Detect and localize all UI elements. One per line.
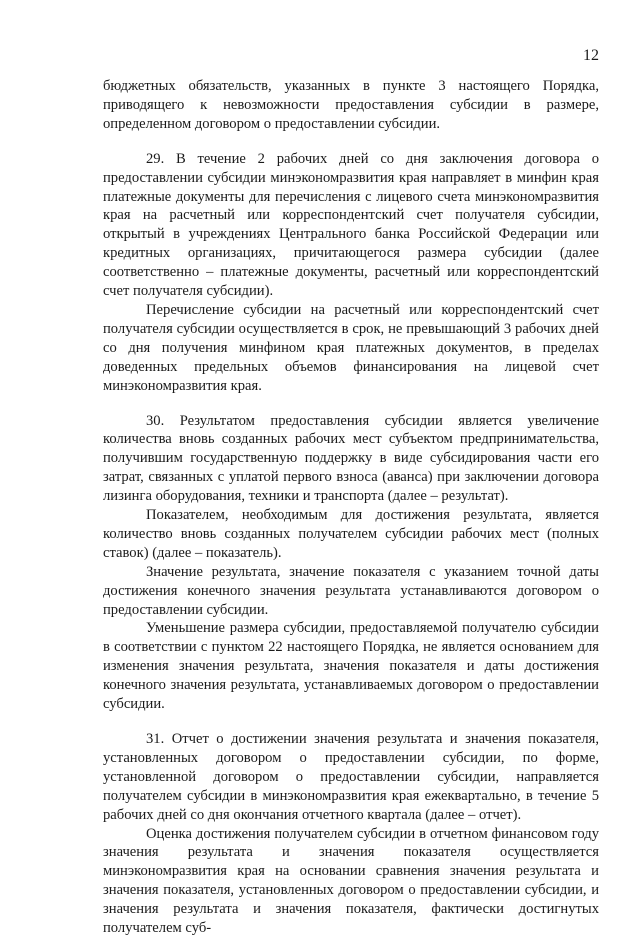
paragraph-result-value: Значение результата, значение показателя с указанием точной даты достижения конечного значения результата устанавливаются договором о предоставлении субсидии. (103, 563, 599, 618)
paragraph-gap (103, 134, 599, 150)
paragraph-gap (103, 714, 599, 730)
paragraph-item-29: 29. В течение 2 рабочих дней со дня заключения договора о предоставлении субсидии минэкономразвития края направляет в минфин края платежные документы для перечисления с лицевого счета минэкономразвития края на расчетный или корреспондентский счет получателя субсидии, открытый в учреждениях Центрального банка Российской Федерации или кредитных организациях, причитающегося размера субсидии (далее соответственно – платежные документы, расчетный или корреспондентский счет получателя субсидии). (103, 150, 599, 300)
paragraph-indicator: Показателем, необходимым для достижения результата, является количество вновь созданных получателем субсидии рабочих мест (полных ставок) (далее – показатель). (103, 507, 599, 561)
paragraph-item-31: 31. Отчет о достижении значения результата и значения показателя, установленных договором о предоставлении субсидии, по форме, установленной договором о предоставлении субсидии, направляется получателем субсидии в минэкономразвития края ежеквартально, в течение 5 рабочих дней со дня окончания отчетного квартала (далее – отчет). (103, 731, 599, 823)
paragraph-subsidy-transfer: Перечисление субсидии на расчетный или корреспондентский счет получателя субсидии осуществляется в срок, не превышающий 3 рабочих дней со дня получения минфином края платежных документов, в пределах доведенных предельных объемов финансирования на лицевой счет минэкономразвития края. (103, 301, 599, 394)
page-number: 12 (583, 47, 599, 64)
paragraph-gap (103, 396, 599, 412)
paragraph-item-30: 30. Результатом предоставления субсидии является увеличение количества вновь созданных рабочих мест субъектом предпринимательства, получившим государственную поддержку в виде субсидирования части его затрат, связанных с уплатой первого взноса (аванса) при заключении договора лизинга оборудования, техники и транспорта (далее – результат). (103, 412, 599, 505)
document-body (103, 77, 599, 938)
paragraph-subsidy-reduction: Уменьшение размера субсидии, предоставляемой получателю субсидии в соответствии с пунктом 22 настоящего Порядка, не является основанием для изменения значения результата, значения показателя и даты достижения конечного значения результата, устанавливаемых договором о предоставлении субсидии. (103, 620, 599, 713)
paragraph-assessment: Оценка достижения получателем субсидии в отчетном финансовом году значения результата и значения показателя осуществляется минэкономразвития края на основании сравнения значения результата и значения показателя, установленных договором о предоставлении субсидии, и значения результата и значения показателя, фактически достигнутых получателем суб- (103, 825, 599, 937)
paragraph-continuation: бюджетных обязательств, указанных в пункте 3 настоящего Порядка, приводящего к невозможности предоставления субсидии в размере, определенном договором о предоставлении субсидии. (103, 78, 599, 132)
